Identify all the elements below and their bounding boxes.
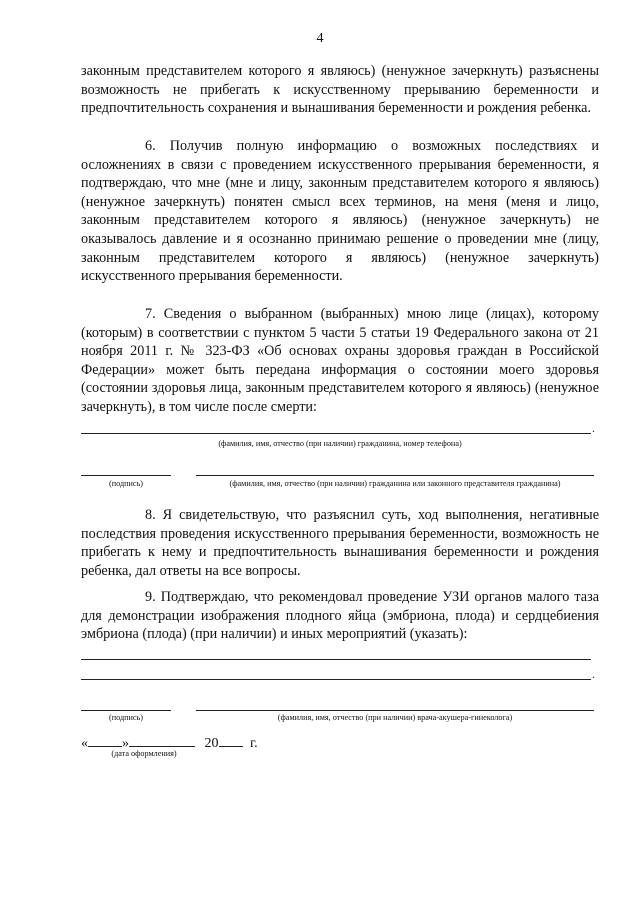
caption-doctor-name: (фамилия, имя, отчество (при наличии) врача-акушера-гинеколога) xyxy=(277,713,513,722)
measures-line-2[interactable] xyxy=(81,679,591,680)
doctor-name-line[interactable] xyxy=(196,710,594,711)
contact-person-line[interactable] xyxy=(81,433,591,434)
line-end-mark: . xyxy=(592,667,595,681)
paragraph-8: 8. Я свидетельствую, что разъяснил суть, ход выполнения, негативные последствия проведения искусственного прерывания беременности, возможность не прибегать к нему и предпочтительность вынашивания беременности и рождения ребенка, дал ответы на все вопросы. xyxy=(81,507,599,579)
date-year-field[interactable] xyxy=(219,734,243,747)
caption-person-contact: (фамилия, имя, отчество (при наличии) гражданина, номер телефона) xyxy=(218,439,462,448)
line-end-mark: . xyxy=(592,421,595,435)
caption-patient-name: (фамилия, имя, отчество (при наличии) гражданина или законного представителя гражданина) xyxy=(229,479,561,488)
paragraph-6: 6. Получив полную информацию о возможных последствиях и осложнениях в связи с проведением искусственного прерывания беременности, я подтверждаю, что мне (мне и лицу, законным представителем которого я являюсь) (ненужное зачеркнуть) понятен смысл всех терминов, на меня (меня и лицо, законным представителем которого я являюсь) (ненужное зачеркнуть) не оказывалось давление и я осознанно принимаю решение о проведении мне (лицу, законным представителем которого я являюсь) (ненужное зачеркнуть) искусственного прерывания беременности. xyxy=(81,138,599,285)
paragraph-9: 9. Подтверждаю, что рекомендовал проведение УЗИ органов малого таза для демонстрации изображения плодного яйца (эмбриона, плода) и сердцебиения эмбриона (плода) (при наличии) и иных мероприятий (указать): xyxy=(81,589,599,643)
paragraph-continuation: законным представителем которого я являюсь) (ненужное зачеркнуть) разъяснены возможность не прибегать к искусственному прерыванию беременности и предпочтительность сохранения и вынашивания беременности и рождения ребенка. xyxy=(81,63,599,117)
date-open-quote: « xyxy=(81,736,88,751)
caption-date: (дата оформления) xyxy=(111,749,177,758)
page-number: 4 xyxy=(316,31,324,46)
date-close-quote: » xyxy=(122,736,129,751)
caption-signature-doctor: (подпись) xyxy=(109,713,143,722)
date-year-prefix: 20 xyxy=(204,736,219,751)
signature-line-doctor[interactable] xyxy=(81,710,171,711)
paragraph-7: 7. Сведения о выбранном (выбранных) мною лице (лицах), которому (которым) в соответствии с пунктом 5 части 5 статьи 19 Федерального закона от 21 ноября 2011 г. № 323-ФЗ «Об основах охраны здоровья граждан в Российской Федерации» может быть передана информация о состоянии моего здоровья (состоянии здоровья лица, законным представителем которого я являюсь) (ненужное зачеркнуть), в том числе после смерти: xyxy=(81,306,599,415)
caption-signature-patient: (подпись) xyxy=(109,479,143,488)
measures-line-1[interactable] xyxy=(81,659,591,660)
date-year-suffix: г. xyxy=(250,736,258,751)
patient-name-line[interactable] xyxy=(196,475,594,476)
date-month-field[interactable] xyxy=(129,734,195,747)
signature-line-patient[interactable] xyxy=(81,475,171,476)
date-day-field[interactable] xyxy=(88,734,122,747)
